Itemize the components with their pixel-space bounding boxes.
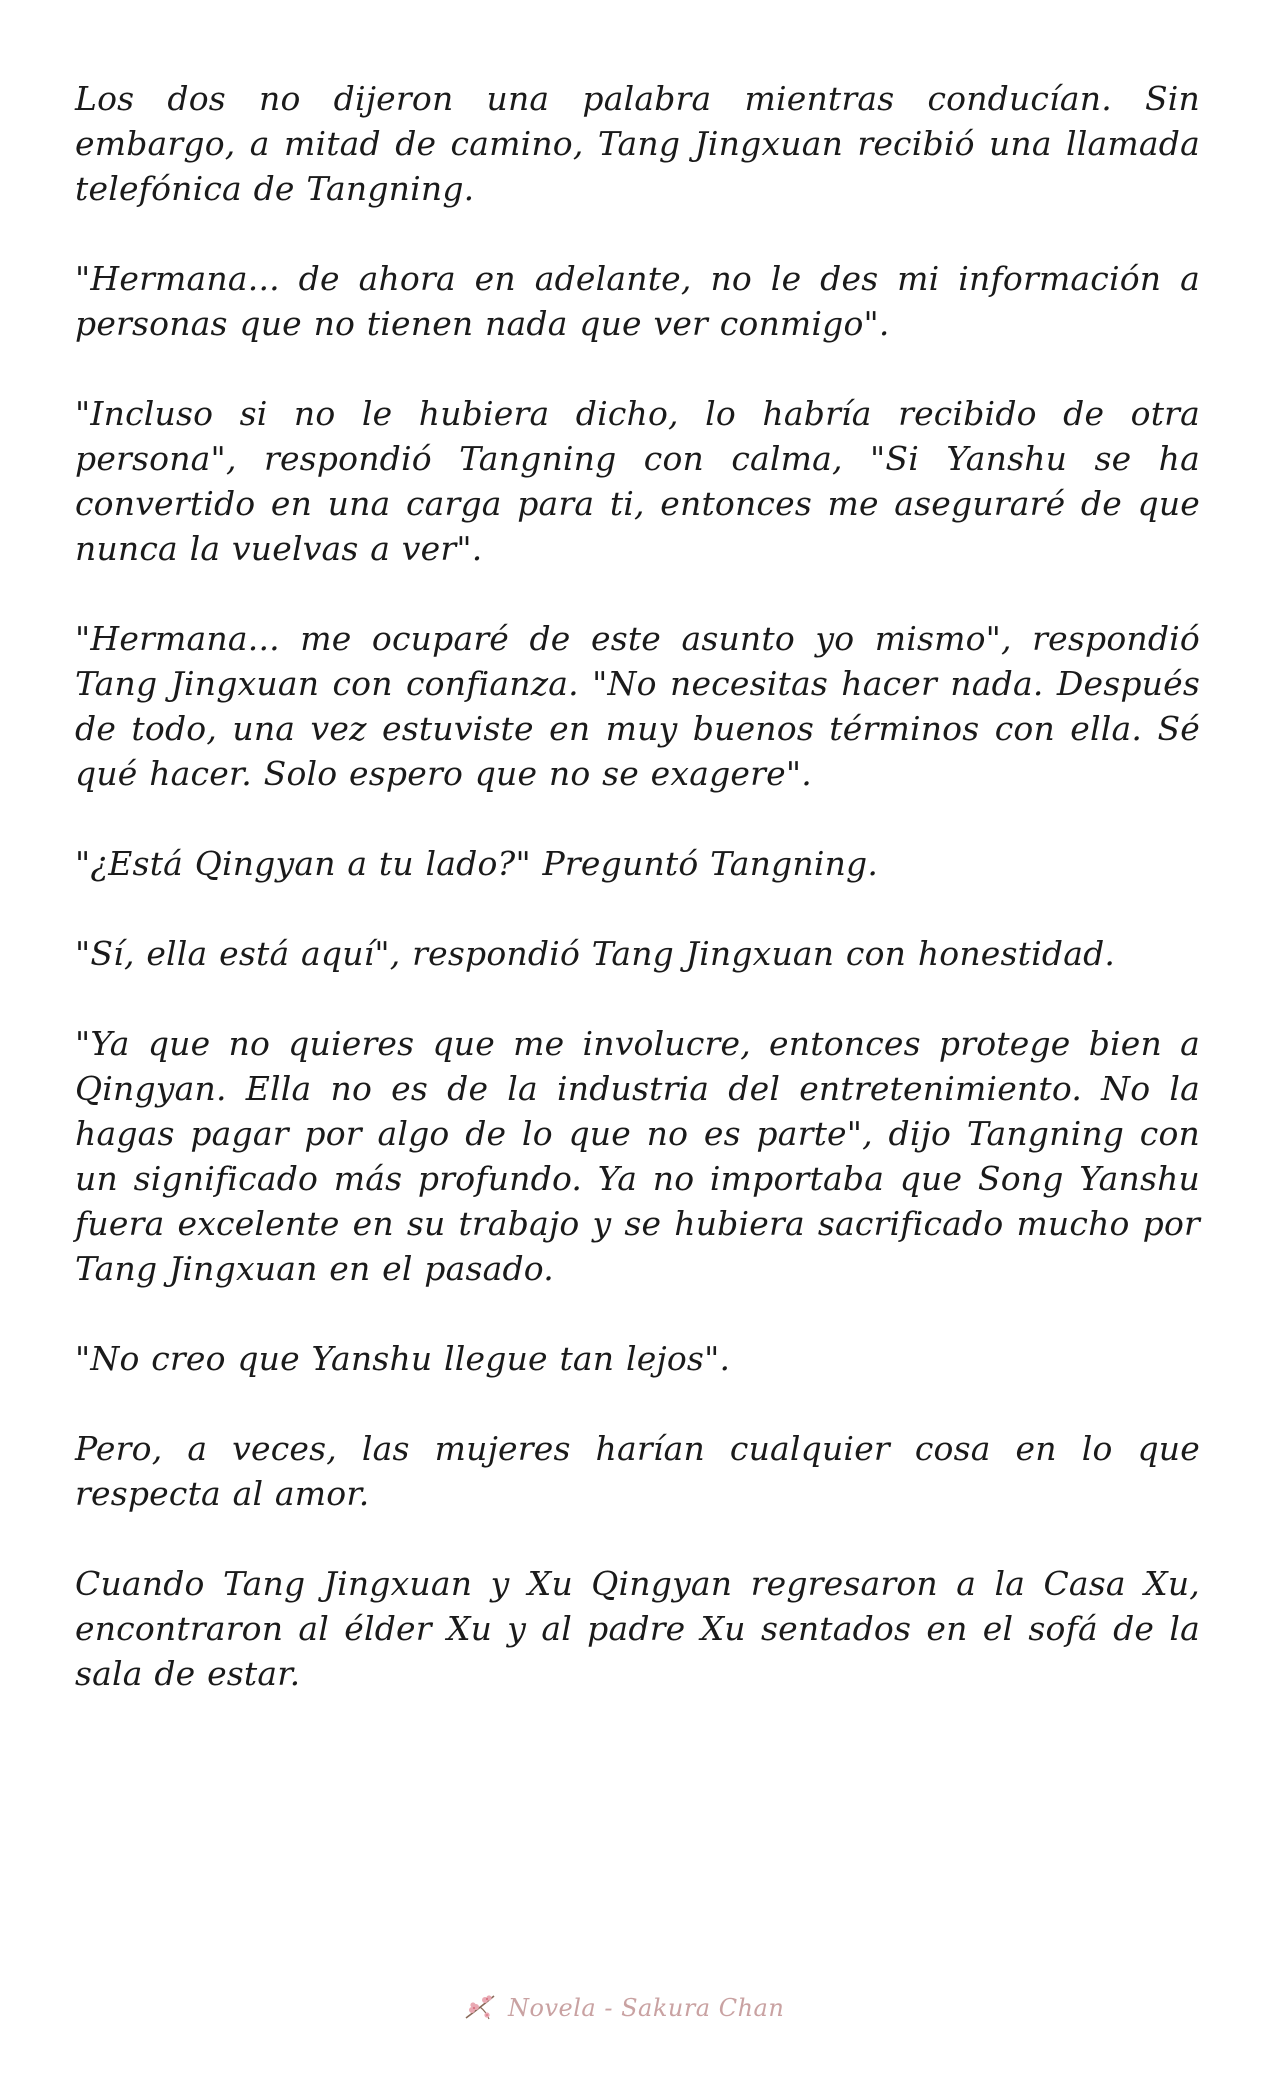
document-body: [75, 76, 1200, 1741]
paragraph-6: "Sí, ella está aquí", respondió Tang Jingxuan con honestidad.: [75, 934, 1116, 973]
paragraph-4: "Hermana... me ocuparé de este asunto yo mismo", respondió Tang Jingxuan con confianza. "No necesitas hacer nada. Después de todo, una vez estuviste en muy buenos términos con ella. Sé qué hacer. Solo espero que no se exagere".: [75, 619, 1200, 793]
footer-watermark: [460, 1986, 840, 2030]
paragraph-5: "¿Está Qingyan a tu lado?" Preguntó Tangning.: [75, 844, 879, 883]
paragraph-7: "Ya que no quieres que me involucre, entonces protege bien a Qingyan. Ella no es de la industria del entretenimiento. No la hagas pagar por algo de lo que no es parte", dijo Tangning con un significado más profundo. Ya no importaba que Song Yanshu fuera excelente en su trabajo y se hubiera sacrificado mucho por Tang Jingxuan en el pasado.: [75, 1024, 1200, 1288]
paragraph-2: "Hermana... de ahora en adelante, no le des mi información a personas que no tienen nada que ver conmigo".: [75, 259, 1200, 343]
paragraph-3: "Incluso si no le hubiera dicho, lo habría recibido de otra persona", respondió Tangning con calma, "Si Yanshu se ha convertido en una carga para ti, entonces me aseguraré de que nunca la vuelvas a ver".: [75, 394, 1200, 568]
cherry-blossom-icon: [460, 1988, 500, 2028]
paragraph-10: Cuando Tang Jingxuan y Xu Qingyan regresaron a la Casa Xu, encontraron al élder Xu y al padre Xu sentados en el sofá de la sala de estar.: [75, 1564, 1200, 1693]
paragraph-1: Los dos no dijeron una palabra mientras conducían. Sin embargo, a mitad de camino, Tang Jingxuan recibió una llamada telefónica de Tangning.: [75, 79, 1200, 208]
footer-label: Novela - Sakura Chan: [508, 1994, 785, 2022]
paragraph-9: Pero, a veces, las mujeres harían cualquier cosa en lo que respecta al amor.: [75, 1429, 1200, 1513]
paragraph-8: "No creo que Yanshu llegue tan lejos".: [75, 1339, 731, 1378]
